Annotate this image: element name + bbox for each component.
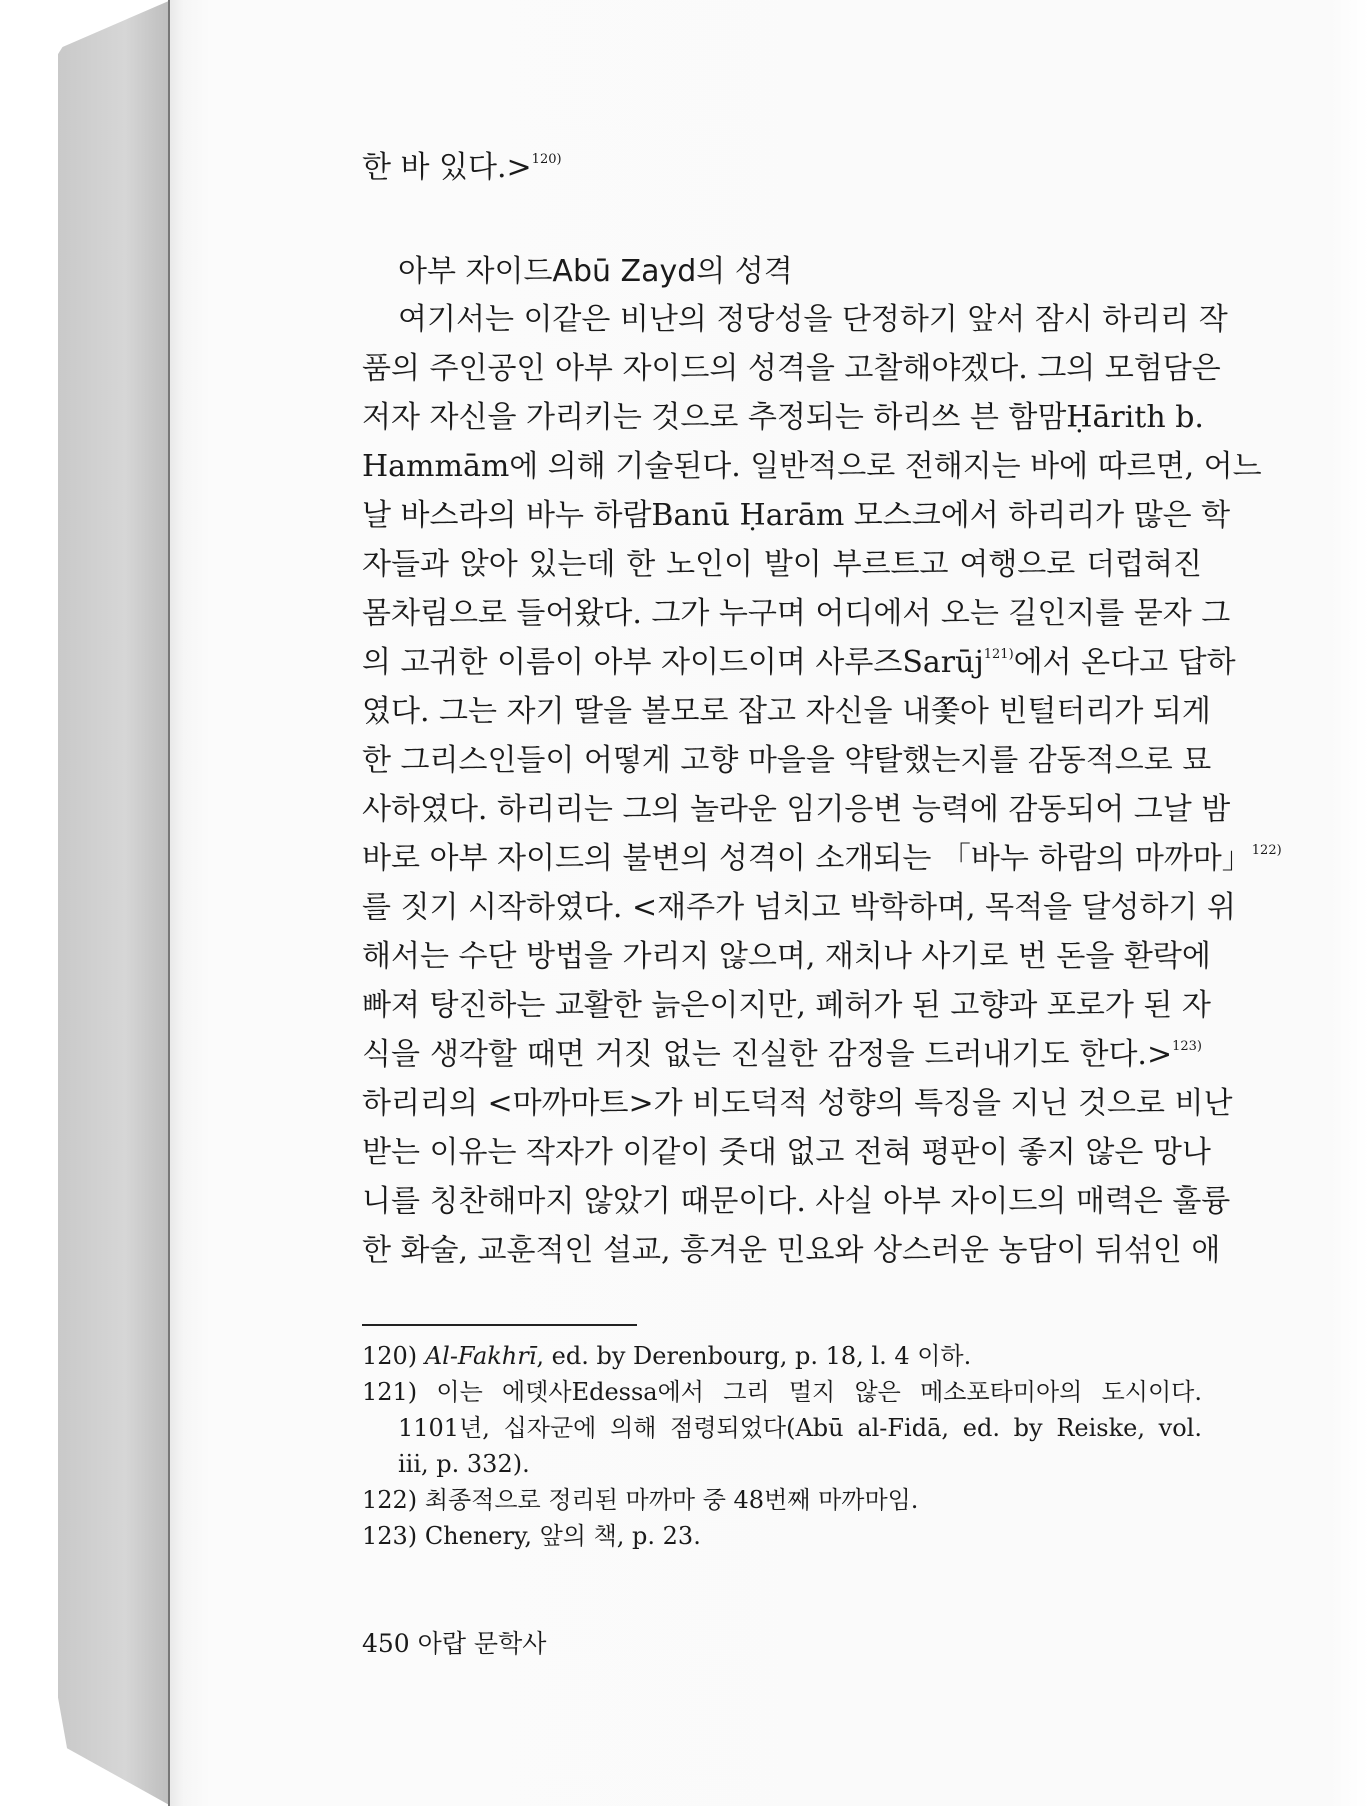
body-line-20: 한 화술, 교훈적인 설교, 흥겨운 민요와 상스러운 농담이 뒤섞인 애 bbox=[362, 1233, 1221, 1268]
footnote-121-line-2: 1101년, 십자군에 의해 점령되었다(Abū al-Fidā, ed. by Reiske, vol. bbox=[398, 1414, 1202, 1442]
body-line-5: 날 바스라의 바누 하람Banū Ḥarām 모스크에서 하리리가 많은 학 bbox=[362, 498, 1231, 533]
body-line-7: 몸차림으로 들어왔다. 그가 누구며 어디에서 오는 길인지를 묻자 그 bbox=[362, 596, 1231, 631]
body-line-18: 받는 이유는 작자가 이같이 줏대 없고 전혀 평판이 좋지 않은 망나 bbox=[362, 1135, 1211, 1170]
body-line-11: 사하였다. 하리리는 그의 놀라운 임기응변 능력에 감동되어 그날 밤 bbox=[362, 792, 1231, 827]
footnote-121-num: 121) bbox=[362, 1378, 418, 1406]
body-line-2: 품의 주인공인 아부 자이드의 성격을 고찰해야겠다. 그의 모험담은 bbox=[362, 351, 1221, 386]
footnote-122-text: 최종적으로 정리된 마까마 중 48번째 마까마임. bbox=[424, 1486, 919, 1514]
body-line-4: Hammām에 의해 기술된다. 일반적으로 전해지는 바에 따르면, 어느 bbox=[362, 449, 1262, 484]
footnote-120-italic: Al-Fakhrī bbox=[424, 1342, 537, 1370]
body-line-8-text: 의 고귀한 이름이 아부 자이드이며 사루즈Sarūj bbox=[362, 645, 984, 680]
body-line-17: 하리리의 <마까마트>가 비도덕적 성향의 특징을 지닌 것으로 비난 bbox=[362, 1086, 1233, 1121]
footnote-120-num: 120) bbox=[362, 1342, 418, 1370]
body-line-14: 해서는 수단 방법을 가리지 않으며, 재치나 사기로 번 돈을 환락에 bbox=[362, 939, 1211, 974]
section-heading: 아부 자이드Abū Zayd의 성격 bbox=[398, 254, 793, 289]
page-footer bbox=[362, 1628, 546, 1660]
page-number: 450 bbox=[362, 1629, 410, 1658]
body-line-6: 자들과 앉아 있는데 한 노인이 발이 부르트고 여행으로 더럽혀진 bbox=[362, 547, 1202, 582]
footnote-122 bbox=[362, 1484, 918, 1516]
top-line bbox=[362, 148, 1202, 188]
footnote-123 bbox=[362, 1520, 701, 1552]
body-line-13: 를 짓기 시작하였다. <재주가 넘치고 박학하며, 목적을 달성하기 위 bbox=[362, 890, 1236, 925]
page-edge bbox=[1329, 0, 1367, 1806]
footnote-121 bbox=[362, 1376, 1202, 1408]
body-line-15: 빠져 탕진하는 교활한 늙은이지만, 폐허가 된 고향과 포로가 된 자 bbox=[362, 988, 1211, 1023]
body-line-8 bbox=[362, 643, 1236, 683]
footnote-120 bbox=[362, 1340, 971, 1372]
footnote-ref-123: 123) bbox=[1172, 1039, 1202, 1054]
body-line-12-text: 바로 아부 자이드의 불변의 성격이 소개되는 「바누 하람의 마까마」 bbox=[362, 841, 1252, 876]
book-title: 아랍 문학사 bbox=[417, 1629, 547, 1658]
footnote-120-text: , ed. by Derenbourg, p. 18, l. 4 이하. bbox=[536, 1342, 972, 1370]
footnote-123-num: 123) bbox=[362, 1522, 418, 1550]
body-line-16 bbox=[362, 1035, 1202, 1075]
footnote-122-num: 122) bbox=[362, 1486, 418, 1514]
body-line-16-text: 식을 생각할 때면 거짓 없는 진실한 감정을 드러내기도 한다.> bbox=[362, 1037, 1173, 1072]
body-line-3: 저자 자신을 가리키는 것으로 추정되는 하리쓰 븐 함맘Ḥārith b. bbox=[362, 400, 1204, 435]
body-line-1: 여기서는 이같은 비난의 정당성을 단정하기 앞서 잠시 하리리 작 bbox=[398, 302, 1228, 337]
body-line-8-after: 에서 온다고 답하 bbox=[1013, 645, 1236, 680]
footnote-rule bbox=[362, 1324, 637, 1326]
top-line-text: 한 바 있다.> bbox=[362, 150, 532, 185]
footnote-ref-121: 121) bbox=[983, 647, 1014, 662]
footnote-121-text: 이는 에뎃사Edessa에서 그리 멀지 않은 메소포타미아의 도시이다. bbox=[436, 1378, 1202, 1406]
footnote-ref-122: 122) bbox=[1251, 843, 1282, 858]
body-line-12 bbox=[362, 839, 1282, 879]
footnote-ref-120: 120) bbox=[531, 152, 562, 167]
body-line-19: 니를 칭찬해마지 않았기 때문이다. 사실 아부 자이드의 매력은 훌륭 bbox=[362, 1184, 1231, 1219]
footnote-121-line-3: iii, p. 332). bbox=[398, 1450, 530, 1478]
body-line-9: 였다. 그는 자기 딸을 볼모로 잡고 자신을 내쫓아 빈털터리가 되게 bbox=[362, 694, 1211, 729]
book-spine bbox=[58, 0, 171, 1806]
footnote-123-text: Chenery, 앞의 책, p. 23. bbox=[424, 1522, 701, 1550]
body-line-10: 한 그리스인들이 어떻게 고향 마을을 약탈했는지를 감동적으로 묘 bbox=[362, 743, 1212, 778]
